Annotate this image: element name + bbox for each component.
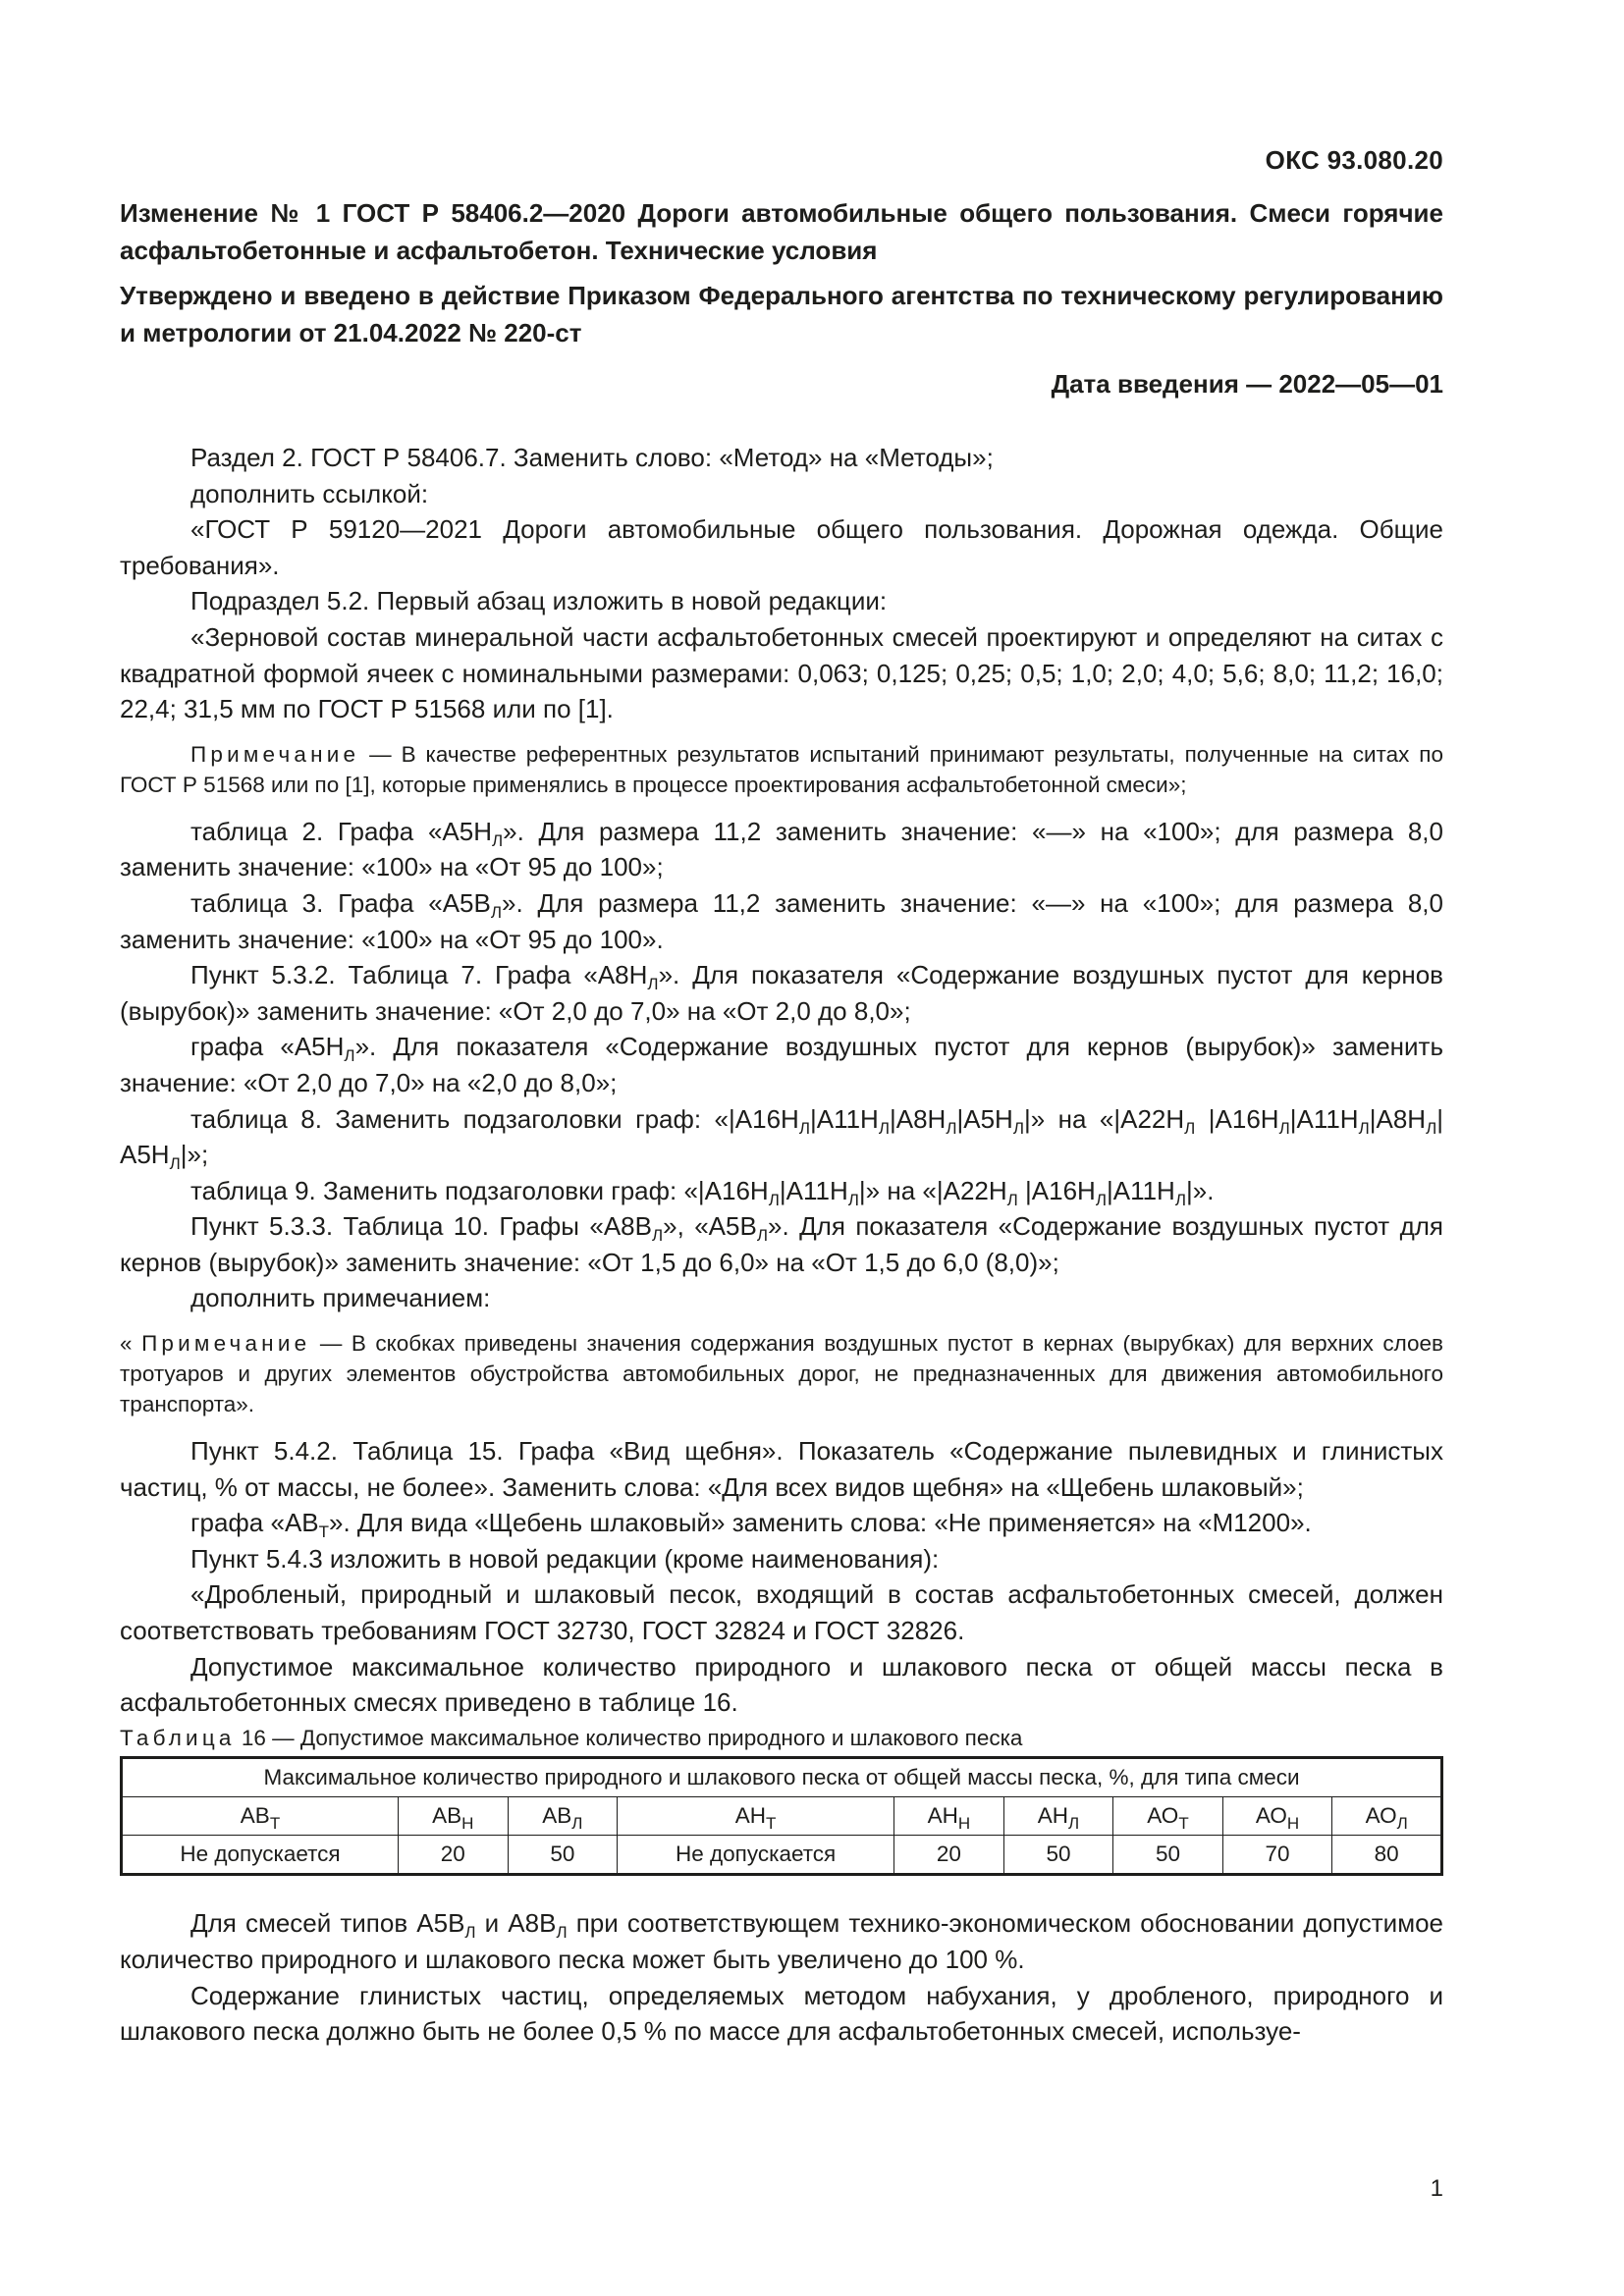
oks-code: ОКС 93.080.20	[1265, 145, 1443, 175]
table-cell: 20	[399, 1836, 509, 1875]
paragraph: Подраздел 5.2. Первый абзац изложить в новой редакции:	[190, 586, 888, 616]
paragraph: Для смесей типов $А5В_Л$ и $А8В_Л$ при соответствующем технико-экономическом обосновании допустимое количество природного и шлакового песка может быть увеличено до 100 %.	[120, 1908, 1443, 1974]
column-header: $АВ_Л$	[508, 1797, 618, 1836]
paragraph: Содержание глинистых частиц, определяемых методом набухания, у дробленого, природного и шлакового песка должно быть не более 0,5 % по массе для асфальтобетонных смесей, используе-	[120, 1980, 1443, 2047]
table-cell: Не допускается	[122, 1836, 399, 1875]
note	[120, 739, 1443, 800]
paragraph: таблица 2. Графа «$А5Н_Л$». Для размера 11,2 заменить значение: «—» на «100»; для размера 8,0 заменить значение: «100» на «От 95 до 100»;	[120, 816, 1443, 882]
table-cell: 70	[1222, 1836, 1332, 1875]
paragraph: дополнить примечанием:	[190, 1283, 491, 1313]
table-cell: 20	[894, 1836, 1004, 1875]
paragraph: Раздел 2. ГОСТ Р 58406.7. Заменить слово: «Метод» на «Методы»;	[190, 443, 994, 472]
column-header: $АН_Т$	[618, 1797, 894, 1836]
table-cell: 80	[1332, 1836, 1442, 1875]
document-title: Изменение № 1 ГОСТ Р 58406.2—2020 Дороги автомобильные общего пользования. Смеси горячие асфальтобетонные и асфальтобетон. Технические условия	[120, 198, 1443, 265]
column-header: $АВ_Н$	[399, 1797, 509, 1836]
paragraph: таблица 8. Заменить подзаголовки граф: «$|А16Н_Л|А11Н_Л|А8Н_Л|А5Н_Л|$» на «$|А22Н_Л$ $|А16Н_Л|А11Н_Л|А8Н_Л|А5Н_Л|$»;	[120, 1103, 1444, 1174]
paragraph: «ГОСТ Р 59120—2021 Дороги автомобильные общего пользования. Дорожная одежда. Общие требования».	[120, 514, 1443, 580]
paragraph: Пункт 5.3.2. Таблица 7. Графа «$А8Н_Л$». Для показателя «Содержание воздушных пустот для кернов (вырубок)» заменить значение: «От 2,0 до 7,0» на «От 2,0 до 8,0»;	[120, 960, 1443, 1026]
table-cell: Не допускается	[618, 1836, 894, 1875]
paragraph: «Дробленый, природный и шлаковый песок, входящий в состав асфальтобетонных смесей, должен соответствовать требованиям ГОСТ 32730, ГОСТ 32824 и ГОСТ 32826.	[120, 1579, 1443, 1646]
note-label: Примечание	[141, 1331, 311, 1357]
paragraph: Пункт 5.4.2. Таблица 15. Графа «Вид щебня». Показатель «Содержание пылевидных и глинистых частиц, % от массы, не более». Заменить слова: «Для всех видов щебня» на «Щебень шлаковый»;	[120, 1436, 1443, 1502]
paragraph: Пункт 5.3.3. Таблица 10. Графы «$А8В_Л$», «$А5В_Л$». Для показателя «Содержание воздушных пустот для кернов (вырубок)» заменить значение: «От 1,5 до 6,0» на «От 1,5 до 6,0 (8,0)»;	[120, 1211, 1443, 1277]
column-header: $АН_Н$	[894, 1797, 1004, 1836]
column-header: $АВ_Т$	[122, 1797, 399, 1836]
note-text: — В качестве референтных результатов испытаний принимают результаты, полученные на ситах по ГОСТ Р 51568 или по [1], которые применялись в процессе проектирования асфальтобетонной смеси»;	[120, 741, 1443, 797]
paragraph: графа «$АВ_Т$». Для вида «Щебень шлаковый» заменить слова: «Не применяется» на «М1200».	[190, 1508, 1312, 1542]
column-header: $АО_Т$	[1113, 1797, 1223, 1836]
table-row	[122, 1836, 1442, 1875]
table-subheader-row	[122, 1797, 1442, 1836]
table-header-row	[122, 1758, 1442, 1797]
column-header: $АН_Л$	[1003, 1797, 1113, 1836]
table-16	[120, 1756, 1443, 1876]
paragraph: Допустимое максимальное количество природного и шлакового песка от общей массы песка в асфальтобетонных смесях приведено в таблице 16.	[120, 1651, 1443, 1718]
table-caption: Таблица 16 — Допустимое максимальное количество природного и шлакового песка	[120, 1725, 1023, 1750]
paragraph: дополнить ссылкой:	[190, 478, 429, 508]
paragraph: таблица 9. Заменить подзаголовки граф: «$|А16Н_Л|А11Н_Л|$» на «$|А22Н_Л$ $|А16Н_Л|А11Н_Л|$».	[190, 1175, 1215, 1209]
note-text: — В скобках приведены значения содержания воздушных пустот в кернах (вырубках) для верхних слоев тротуаров и других элементов обустройства автомобильных дорог, не предназначенных для движения автомобильного транспорта».	[120, 1331, 1444, 1417]
page-number: 1	[1430, 2175, 1443, 2202]
effective-date: Дата введения — 2022—05—01	[1051, 369, 1443, 399]
note: « Примечание — В скобках приведены значения содержания воздушных пустот в кернах (вырубках) для верхних слоев тротуаров и других элементов обустройства автомобильных дорог, не предназначенных для движения автомобильного транспорта».	[120, 1331, 1444, 1417]
column-header: $АО_Н$	[1222, 1797, 1332, 1836]
paragraph: Пункт 5.4.3 изложить в новой редакции (кроме наименования):	[190, 1543, 940, 1574]
document-page	[120, 0, 1443, 2296]
column-header: $АО_Л$	[1332, 1797, 1442, 1836]
note-label: Примечание	[190, 741, 360, 767]
table-header: Максимальное количество природного и шлакового песка от общей массы песка, %, для типа смеси	[122, 1758, 1442, 1797]
paragraph: таблица 3. Графа «$А5В_Л$». Для размера 11,2 заменить значение: «—» на «100»; для размера 8,0 заменить значение: «100» на «От 95 до 100».	[120, 887, 1443, 954]
paragraph: «Зерновой состав минеральной части асфальтобетонных смесей проектируют и определяют на ситах с квадратной формой ячеек с номинальными размерами: 0,063; 0,125; 0,25; 0,5; 1,0; 2,0; 4,0; 5,6; 8,0; 11,2; 16,0; 22,4; 31,5 мм по ГОСТ Р 51568 или по [1].	[120, 621, 1443, 724]
paragraph: графа «$А5Н_Л$». Для показателя «Содержание воздушных пустот для кернов (вырубок)» заменить значение: «От 2,0 до 7,0» на «2,0 до 8,0»;	[120, 1032, 1443, 1097]
table-cell: 50	[1003, 1836, 1113, 1875]
table-cell: 50	[508, 1836, 618, 1875]
approval-statement: Утверждено и введено в действие Приказом Федерального агентства по техническому регулированию и метрологии от 21.04.2022 № 220-ст	[120, 281, 1443, 347]
document-body	[120, 440, 1443, 2050]
table-cell: 50	[1113, 1836, 1223, 1875]
